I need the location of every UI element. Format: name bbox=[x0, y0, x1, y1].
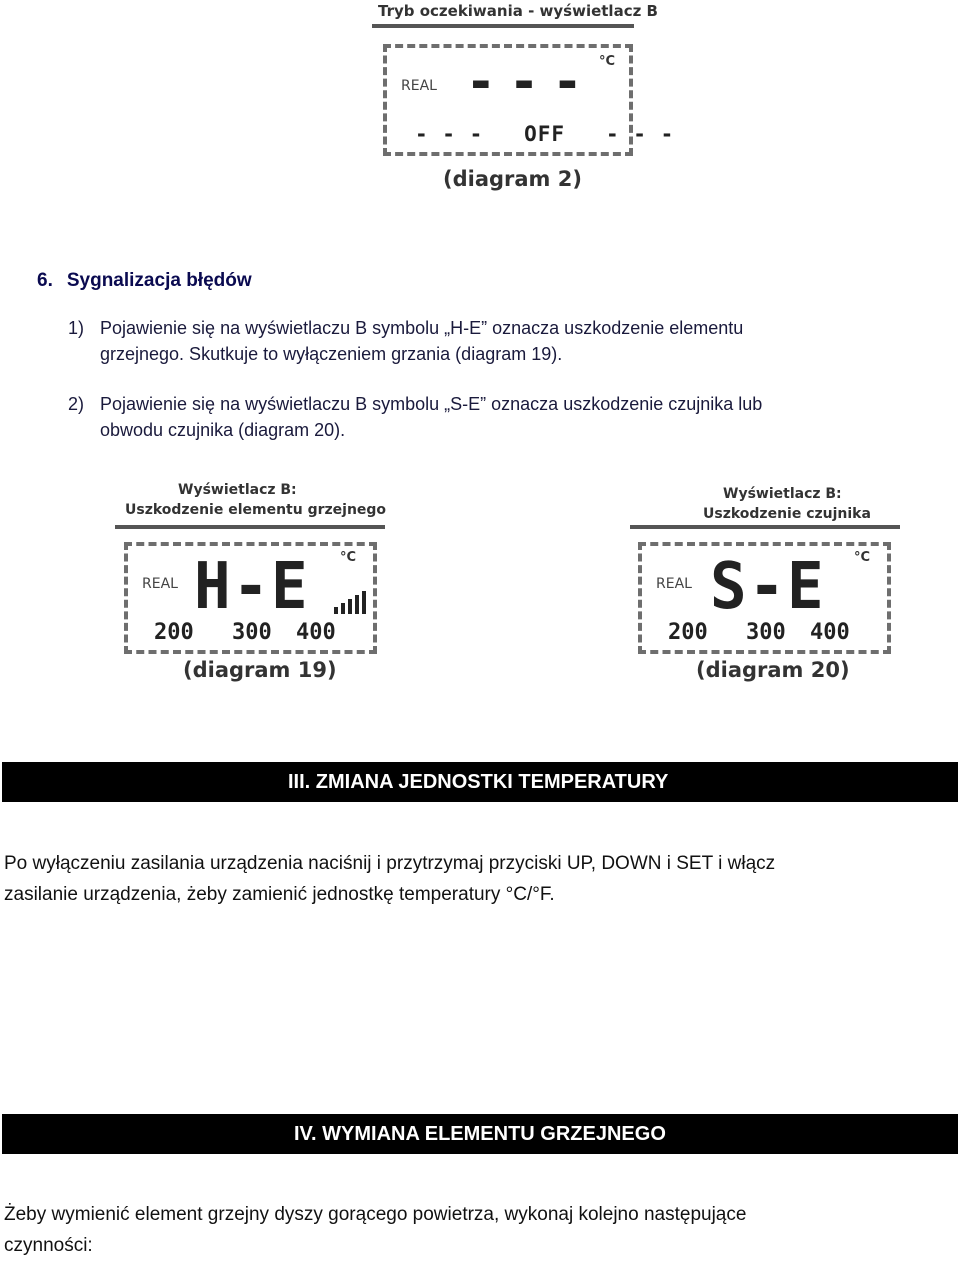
list-item bbox=[68, 391, 938, 443]
lcd-scale-200: 200 bbox=[154, 620, 194, 645]
section4-body-line1: Żeby wymienić element grzejny dyszy gorącego powietrza, wykonaj kolejno następujące bbox=[4, 1204, 747, 1225]
section3-body-line2: zasilanie urządzenia, żeby zamienić jednostkę temperatury °C/°F. bbox=[4, 884, 555, 905]
list-item-number: 2) bbox=[68, 394, 85, 414]
lcd-scale-200: 200 bbox=[668, 620, 708, 645]
diagram20-title-line1: Wyświetlacz B: bbox=[723, 486, 842, 502]
lcd-error-code: H-E bbox=[194, 550, 310, 624]
diagram20-title-line2: Uszkodzenie czujnika bbox=[703, 506, 871, 522]
lcd-scale-300: 300 bbox=[232, 620, 272, 645]
diagram2-title-underline bbox=[372, 24, 634, 28]
lcd-error-code: S-E bbox=[710, 550, 826, 624]
section4-heading: IV. WYMIANA ELEMENTU GRZEJNEGO bbox=[294, 1123, 666, 1145]
section4-body bbox=[4, 1199, 944, 1261]
lcd-unit-celsius: °C bbox=[340, 550, 357, 565]
lcd-real-label: REAL bbox=[401, 78, 437, 94]
list-item-text: Pojawienie się na wyświetlaczu B symbolu „S-E” oznacza uszkodzenie czujnika lub bbox=[100, 394, 763, 414]
section3-heading: III. ZMIANA JEDNOSTKI TEMPERATURY bbox=[288, 771, 669, 793]
lcd-scale-400: 400 bbox=[810, 620, 850, 645]
diagram19-caption: (diagram 19) bbox=[183, 658, 337, 682]
diagram19-title-line2: Uszkodzenie elementu grzejnego bbox=[125, 502, 387, 518]
section3-body bbox=[4, 848, 944, 910]
lcd-scale-400: 400 bbox=[296, 620, 336, 645]
lcd-real-label: REAL bbox=[656, 576, 692, 592]
diagram19-lcd bbox=[124, 542, 377, 654]
list-item-number: 1) bbox=[68, 318, 85, 338]
diagram2-caption: (diagram 2) bbox=[443, 167, 582, 191]
section3-heading-band bbox=[2, 762, 958, 802]
lcd-off-line: - - - OFF - - - bbox=[415, 122, 675, 146]
lcd-top-dashes: ▬ ▬ ▬ bbox=[473, 68, 582, 98]
section4-body-line2: czynności: bbox=[4, 1235, 93, 1256]
section6-number: 6. bbox=[37, 270, 53, 291]
diagram19-title-underline bbox=[115, 525, 385, 529]
list-item bbox=[68, 315, 938, 367]
diagram20-lcd bbox=[638, 542, 891, 654]
diagram2-title: Tryb oczekiwania - wyświetlacz B bbox=[378, 2, 658, 20]
list-item-text-cont: obwodu czujnika (diagram 20). bbox=[100, 420, 346, 440]
lcd-unit-celsius: °C bbox=[599, 54, 616, 69]
diagram20-caption: (diagram 20) bbox=[696, 658, 850, 682]
section6-title: Sygnalizacja błędów bbox=[66, 270, 252, 291]
lcd-heat-bars-icon bbox=[334, 590, 374, 614]
diagram20-title-underline bbox=[630, 525, 900, 529]
diagram2-lcd bbox=[383, 44, 675, 156]
lcd-unit-celsius: °C bbox=[854, 550, 871, 565]
section6-heading bbox=[37, 270, 266, 292]
list-item-text: Pojawienie się na wyświetlaczu B symbolu „H-E” oznacza uszkodzenie elementu bbox=[100, 318, 744, 338]
lcd-real-label: REAL bbox=[142, 576, 178, 592]
lcd-scale-300: 300 bbox=[746, 620, 786, 645]
list-item-text-cont: grzejnego. Skutkuje to wyłączeniem grzania (diagram 19). bbox=[100, 344, 563, 364]
diagram19-title-line1: Wyświetlacz B: bbox=[178, 482, 297, 498]
section3-body-line1: Po wyłączeniu zasilania urządzenia naciśnij i przytrzymaj przyciski UP, DOWN i SET i włącz bbox=[4, 853, 776, 874]
section4-heading-band bbox=[2, 1114, 958, 1154]
